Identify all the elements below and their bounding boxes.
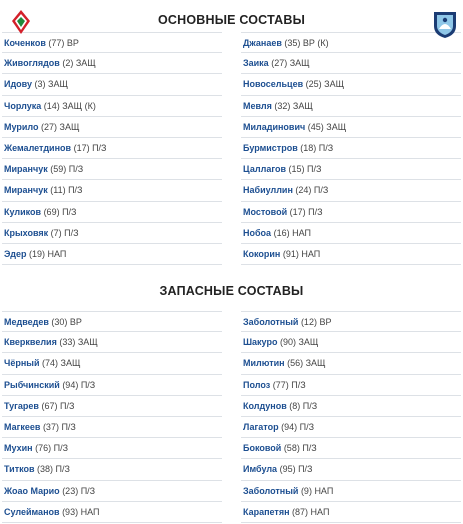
player-number-position: (90) ЗАЩ	[279, 337, 319, 348]
player-row	[241, 459, 461, 480]
lokomotiv-logo-icon	[11, 9, 31, 35]
player-name-link[interactable]: Миранчук	[4, 164, 48, 175]
player-number-position: (7) П/З	[50, 227, 79, 238]
player-row	[2, 438, 222, 459]
player-name-link[interactable]: Чорлука	[4, 100, 42, 111]
player-name-link[interactable]: Новосельцев	[243, 79, 304, 90]
player-name-link[interactable]: Кверквелия	[4, 337, 57, 348]
player-name-link[interactable]: Живоглядов	[4, 58, 60, 69]
player-row	[241, 502, 461, 523]
player-row	[2, 502, 222, 523]
player-row	[241, 396, 461, 417]
player-number-position: (8) П/З	[289, 400, 318, 411]
player-number-position: (94) П/З	[281, 422, 315, 432]
player-name-link[interactable]: Нобоа	[243, 227, 272, 238]
player-name-link[interactable]: Коченков	[4, 38, 46, 48]
player-name-link[interactable]: Магкеев	[4, 422, 41, 432]
player-number-position: (77) ВР	[48, 38, 79, 48]
player-row	[2, 74, 222, 95]
player-number-position: (77) П/З	[272, 379, 306, 390]
player-name-link[interactable]: Шакуро	[243, 337, 278, 348]
player-number-position: (33) ЗАЩ	[59, 337, 98, 348]
player-number-position: (17) П/З	[289, 206, 323, 217]
player-name-link[interactable]: Заика	[243, 58, 269, 69]
player-name-link[interactable]: Идову	[4, 79, 32, 90]
player-row	[241, 138, 461, 159]
player-number-position: (17) П/З	[73, 142, 107, 153]
player-name-link[interactable]: Медведев	[4, 317, 49, 328]
player-row	[2, 244, 222, 265]
player-row	[241, 481, 461, 502]
player-number-position: (37) П/З	[42, 422, 76, 432]
player-row	[2, 459, 222, 480]
player-name-link[interactable]: Титков	[4, 464, 35, 475]
player-name-link[interactable]: Колдунов	[243, 400, 287, 411]
player-number-position: (24) П/З	[295, 185, 329, 196]
player-number-position: (16) НАП	[273, 227, 311, 238]
player-name-link[interactable]: Миранчук	[4, 185, 48, 196]
player-number-position: (58) П/З	[283, 443, 317, 454]
player-row	[2, 353, 222, 374]
player-number-position: (27) ЗАЩ	[271, 58, 310, 69]
player-name-link[interactable]: Милютин	[243, 358, 285, 369]
player-row	[241, 244, 461, 265]
player-number-position: (32) ЗАЩ	[274, 100, 313, 111]
player-name-link[interactable]: Набиуллин	[243, 185, 293, 196]
player-number-position: (95) П/З	[279, 464, 313, 475]
player-number-position: (12) ВР	[300, 317, 332, 328]
player-row	[2, 159, 222, 180]
player-name-link[interactable]: Эдер	[4, 248, 27, 259]
home-substitutes-list	[2, 311, 222, 523]
player-row	[2, 32, 222, 53]
player-number-position: (27) ЗАЩ	[41, 121, 80, 132]
player-number-position: (38) П/З	[37, 464, 70, 475]
player-row	[2, 138, 222, 159]
starting-header	[0, 0, 463, 32]
player-row	[241, 332, 461, 353]
player-name-link[interactable]: Джанаев	[243, 38, 282, 48]
player-row	[241, 353, 461, 374]
player-name-link[interactable]: Лагатор	[243, 422, 279, 432]
player-row	[241, 417, 461, 438]
player-row	[241, 32, 461, 53]
player-row	[2, 96, 222, 117]
starting-lineups	[0, 32, 463, 265]
player-name-link[interactable]: Куликов	[4, 206, 42, 217]
substitutes-section	[0, 281, 463, 523]
player-number-position: (15) П/З	[288, 164, 322, 175]
player-number-position: (91) НАП	[282, 248, 321, 259]
player-row	[2, 180, 222, 201]
player-row	[2, 332, 222, 353]
substitutes-lineups	[0, 311, 463, 523]
player-number-position: (18) П/З	[300, 142, 334, 153]
player-name-link[interactable]: Жемалетдинов	[4, 142, 72, 153]
player-row	[241, 96, 461, 117]
player-number-position: (14) ЗАЩ (К)	[43, 100, 96, 111]
player-number-position: (45) ЗАЩ	[307, 121, 347, 132]
player-name-link[interactable]: Крыховяк	[4, 227, 49, 238]
player-row	[2, 481, 222, 502]
player-number-position: (56) ЗАЩ	[287, 358, 326, 369]
player-row	[2, 417, 222, 438]
player-row	[241, 438, 461, 459]
player-number-position: (23) П/З	[62, 485, 96, 496]
player-name-link[interactable]: Боковой	[243, 443, 282, 454]
player-row	[2, 375, 222, 396]
player-number-position: (76) П/З	[35, 443, 69, 454]
player-number-position: (3) ЗАЩ	[34, 79, 68, 90]
player-number-position: (59) П/З	[50, 164, 84, 175]
sochi-logo-icon	[431, 9, 459, 39]
player-name-link[interactable]: Карапетян	[243, 506, 290, 517]
player-name-link[interactable]: Имбула	[243, 464, 278, 475]
player-row	[241, 74, 461, 95]
player-row	[241, 311, 461, 332]
player-row	[2, 202, 222, 223]
player-number-position: (69) П/З	[43, 206, 77, 217]
player-row	[241, 202, 461, 223]
player-name-link[interactable]: Цаллагов	[243, 164, 287, 175]
player-name-link[interactable]: Мевля	[243, 100, 272, 111]
player-row	[2, 117, 222, 138]
player-row	[241, 375, 461, 396]
player-name-link[interactable]: Кокорин	[243, 248, 281, 259]
away-substitutes-list	[241, 311, 461, 523]
player-row	[2, 223, 222, 244]
player-row	[241, 180, 461, 201]
player-number-position: (2) ЗАЩ	[62, 58, 96, 69]
player-name-link[interactable]: Заболотный	[243, 317, 299, 328]
player-name-link[interactable]: Жоао Марио	[4, 485, 60, 496]
home-starting-list	[2, 32, 222, 265]
player-name-link[interactable]: Сулейманов	[4, 506, 60, 517]
player-number-position: (30) ВР	[51, 317, 82, 328]
player-name-link[interactable]: Рыбчинский	[4, 379, 60, 390]
player-name-link[interactable]: Мостовой	[243, 206, 288, 217]
player-row	[2, 311, 222, 332]
player-name-link[interactable]: Тугарев	[4, 400, 39, 411]
player-name-link[interactable]: Мурило	[4, 121, 39, 132]
player-row	[2, 53, 222, 74]
player-number-position: (25) ЗАЩ	[305, 79, 345, 90]
player-name-link[interactable]: Бурмистров	[243, 142, 298, 153]
player-number-position: (67) П/З	[41, 400, 75, 411]
player-row	[241, 159, 461, 180]
player-name-link[interactable]: Миладинович	[243, 121, 306, 132]
player-name-link[interactable]: Мухин	[4, 443, 33, 454]
away-starting-list	[241, 32, 461, 265]
player-number-position: (74) ЗАЩ	[42, 358, 81, 369]
player-number-position: (94) П/З	[62, 379, 96, 390]
player-name-link[interactable]: Полоз	[243, 379, 271, 390]
player-number-position: (93) НАП	[62, 506, 100, 517]
player-number-position: (19) НАП	[29, 248, 67, 259]
player-name-link[interactable]: Заболотный	[243, 485, 299, 496]
player-row	[241, 223, 461, 244]
player-row	[241, 117, 461, 138]
player-row	[241, 53, 461, 74]
player-name-link[interactable]: Чёрный	[4, 358, 40, 369]
starting-lineups-title: ОСНОВНЫЕ СОСТАВЫ	[157, 13, 306, 27]
player-number-position: (35) ВР (К)	[284, 38, 329, 48]
player-number-position: (11) П/З	[50, 185, 83, 196]
player-number-position: (9) НАП	[300, 485, 334, 496]
substitutes-title: ЗАПАСНЫЕ СОСТАВЫ	[159, 284, 304, 299]
player-row	[2, 396, 222, 417]
player-number-position: (87) НАП	[292, 506, 330, 517]
